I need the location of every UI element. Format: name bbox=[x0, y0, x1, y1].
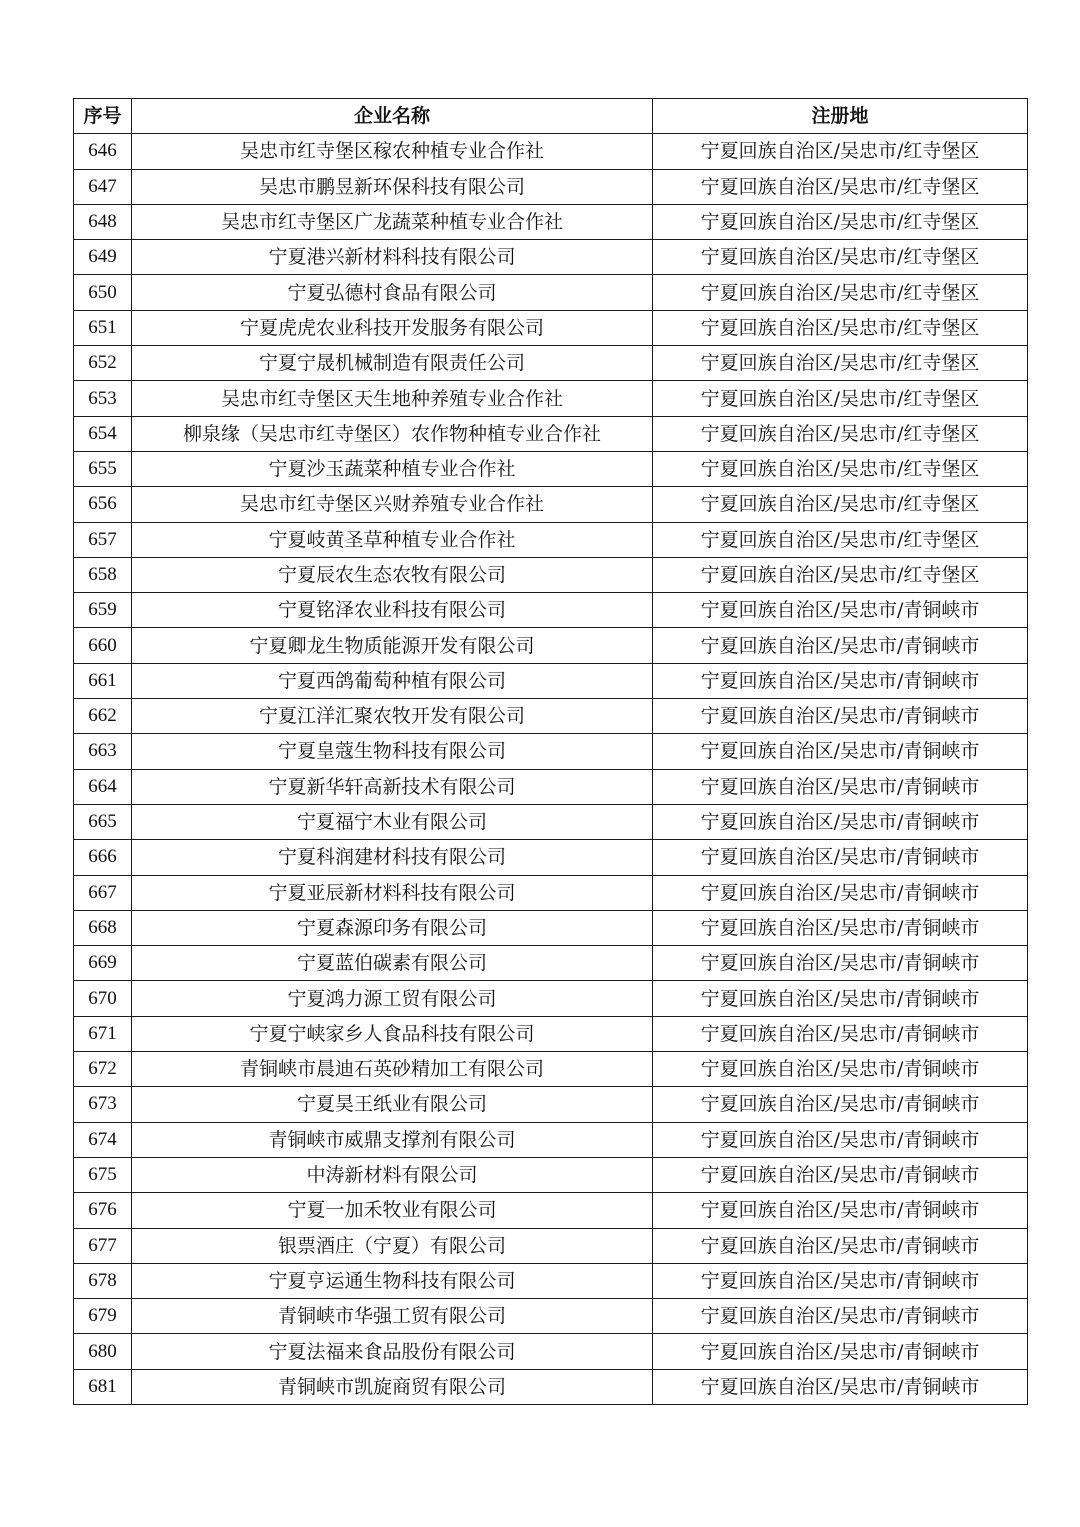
table-row bbox=[74, 1369, 1028, 1404]
registration-place-cell: 宁夏回族自治区/吴忠市/红寺堡区 bbox=[653, 522, 1028, 557]
registration-place-cell: 宁夏回族自治区/吴忠市/红寺堡区 bbox=[653, 381, 1028, 416]
serial-number-cell: 681 bbox=[74, 1369, 132, 1404]
table-row bbox=[74, 769, 1028, 804]
enterprise-name-cell: 宁夏卿龙生物质能源开发有限公司 bbox=[132, 628, 653, 663]
registration-place-cell: 宁夏回族自治区/吴忠市/青铜峡市 bbox=[653, 875, 1028, 910]
enterprise-name-cell: 青铜峡市华强工贸有限公司 bbox=[132, 1299, 653, 1334]
registration-place-cell: 宁夏回族自治区/吴忠市/青铜峡市 bbox=[653, 910, 1028, 945]
table-row bbox=[74, 134, 1028, 169]
table-row bbox=[74, 1052, 1028, 1087]
table-row bbox=[74, 557, 1028, 592]
table-row bbox=[74, 1193, 1028, 1228]
enterprise-name-cell: 宁夏蓝伯碳素有限公司 bbox=[132, 946, 653, 981]
table-row bbox=[74, 275, 1028, 310]
table-row bbox=[74, 240, 1028, 275]
serial-number-cell: 680 bbox=[74, 1334, 132, 1369]
serial-number-cell: 647 bbox=[74, 169, 132, 204]
table-row bbox=[74, 522, 1028, 557]
enterprise-name-cell: 吴忠市鹏昱新环保科技有限公司 bbox=[132, 169, 653, 204]
registration-place-cell: 宁夏回族自治区/吴忠市/青铜峡市 bbox=[653, 663, 1028, 698]
registration-place-cell: 宁夏回族自治区/吴忠市/青铜峡市 bbox=[653, 1369, 1028, 1404]
enterprise-name-cell: 青铜峡市凯旋商贸有限公司 bbox=[132, 1369, 653, 1404]
enterprise-name-cell: 吴忠市红寺堡区天生地种养殖专业合作社 bbox=[132, 381, 653, 416]
registration-place-cell: 宁夏回族自治区/吴忠市/红寺堡区 bbox=[653, 346, 1028, 381]
serial-number-cell: 656 bbox=[74, 487, 132, 522]
table-row bbox=[74, 628, 1028, 663]
enterprise-name-cell: 宁夏皇蔻生物科技有限公司 bbox=[132, 734, 653, 769]
serial-number-cell: 660 bbox=[74, 628, 132, 663]
table-row bbox=[74, 346, 1028, 381]
serial-number-cell: 664 bbox=[74, 769, 132, 804]
enterprise-name-cell: 宁夏新华轩高新技术有限公司 bbox=[132, 769, 653, 804]
table-row bbox=[74, 1087, 1028, 1122]
registration-place-cell: 宁夏回族自治区/吴忠市/青铜峡市 bbox=[653, 840, 1028, 875]
registration-place-cell: 宁夏回族自治区/吴忠市/红寺堡区 bbox=[653, 557, 1028, 592]
enterprise-name-cell: 宁夏弘德村食品有限公司 bbox=[132, 275, 653, 310]
table-row bbox=[74, 1299, 1028, 1334]
enterprise-name-cell: 银票酒庄（宁夏）有限公司 bbox=[132, 1228, 653, 1263]
table-row bbox=[74, 204, 1028, 239]
serial-number-cell: 668 bbox=[74, 910, 132, 945]
serial-number-cell: 653 bbox=[74, 381, 132, 416]
registration-place-cell: 宁夏回族自治区/吴忠市/青铜峡市 bbox=[653, 1228, 1028, 1263]
registration-place-cell: 宁夏回族自治区/吴忠市/青铜峡市 bbox=[653, 769, 1028, 804]
table-row bbox=[74, 487, 1028, 522]
registration-place-cell: 宁夏回族自治区/吴忠市/红寺堡区 bbox=[653, 204, 1028, 239]
serial-number-cell: 666 bbox=[74, 840, 132, 875]
enterprise-name-cell: 青铜峡市威鼎支撑剂有限公司 bbox=[132, 1122, 653, 1157]
table-row bbox=[74, 981, 1028, 1016]
enterprise-name-cell: 宁夏虎虎农业科技开发服务有限公司 bbox=[132, 310, 653, 345]
registration-place-cell: 宁夏回族自治区/吴忠市/青铜峡市 bbox=[653, 593, 1028, 628]
enterprise-name-cell: 宁夏铭泽农业科技有限公司 bbox=[132, 593, 653, 628]
registration-place-cell: 宁夏回族自治区/吴忠市/青铜峡市 bbox=[653, 1157, 1028, 1192]
enterprise-name-cell: 宁夏宁晟机械制造有限责任公司 bbox=[132, 346, 653, 381]
table-row bbox=[74, 310, 1028, 345]
registration-place-cell: 宁夏回族自治区/吴忠市/红寺堡区 bbox=[653, 310, 1028, 345]
enterprise-name-cell: 青铜峡市晨迪石英砂精加工有限公司 bbox=[132, 1052, 653, 1087]
registration-place-cell: 宁夏回族自治区/吴忠市/青铜峡市 bbox=[653, 1016, 1028, 1051]
serial-number-cell: 676 bbox=[74, 1193, 132, 1228]
table-row bbox=[74, 910, 1028, 945]
enterprise-name-cell: 吴忠市红寺堡区稼农种植专业合作社 bbox=[132, 134, 653, 169]
registration-place-cell: 宁夏回族自治区/吴忠市/红寺堡区 bbox=[653, 451, 1028, 486]
serial-number-cell: 648 bbox=[74, 204, 132, 239]
serial-number-cell: 651 bbox=[74, 310, 132, 345]
enterprise-name-cell: 中涛新材料有限公司 bbox=[132, 1157, 653, 1192]
serial-number-cell: 650 bbox=[74, 275, 132, 310]
registration-place-cell: 宁夏回族自治区/吴忠市/红寺堡区 bbox=[653, 134, 1028, 169]
serial-number-cell: 665 bbox=[74, 804, 132, 839]
serial-number-cell: 679 bbox=[74, 1299, 132, 1334]
header-row bbox=[74, 99, 1028, 134]
serial-number-cell: 649 bbox=[74, 240, 132, 275]
serial-number-cell: 670 bbox=[74, 981, 132, 1016]
table-row bbox=[74, 804, 1028, 839]
table-row bbox=[74, 593, 1028, 628]
table-row bbox=[74, 169, 1028, 204]
enterprise-name-cell: 宁夏沙玉蔬菜种植专业合作社 bbox=[132, 451, 653, 486]
registration-place-cell: 宁夏回族自治区/吴忠市/青铜峡市 bbox=[653, 804, 1028, 839]
enterprise-name-cell: 宁夏福宁木业有限公司 bbox=[132, 804, 653, 839]
serial-number-cell: 662 bbox=[74, 699, 132, 734]
registration-place-cell: 宁夏回族自治区/吴忠市/红寺堡区 bbox=[653, 240, 1028, 275]
serial-number-cell: 659 bbox=[74, 593, 132, 628]
serial-number-cell: 658 bbox=[74, 557, 132, 592]
enterprise-name-cell: 宁夏西鸽葡萄种植有限公司 bbox=[132, 663, 653, 698]
registration-place-cell: 宁夏回族自治区/吴忠市/青铜峡市 bbox=[653, 628, 1028, 663]
registration-place-cell: 宁夏回族自治区/吴忠市/青铜峡市 bbox=[653, 1334, 1028, 1369]
table-row bbox=[74, 381, 1028, 416]
enterprise-table bbox=[73, 98, 1028, 1405]
table-row bbox=[74, 734, 1028, 769]
header-serial-number: 序号 bbox=[74, 99, 132, 134]
enterprise-name-cell: 宁夏辰农生态农牧有限公司 bbox=[132, 557, 653, 592]
registration-place-cell: 宁夏回族自治区/吴忠市/青铜峡市 bbox=[653, 1052, 1028, 1087]
registration-place-cell: 宁夏回族自治区/吴忠市/青铜峡市 bbox=[653, 1087, 1028, 1122]
serial-number-cell: 657 bbox=[74, 522, 132, 557]
enterprise-name-cell: 宁夏江洋汇聚农牧开发有限公司 bbox=[132, 699, 653, 734]
serial-number-cell: 675 bbox=[74, 1157, 132, 1192]
header-enterprise-name: 企业名称 bbox=[132, 99, 653, 134]
registration-place-cell: 宁夏回族自治区/吴忠市/青铜峡市 bbox=[653, 1263, 1028, 1298]
serial-number-cell: 673 bbox=[74, 1087, 132, 1122]
table-row bbox=[74, 1334, 1028, 1369]
registration-place-cell: 宁夏回族自治区/吴忠市/红寺堡区 bbox=[653, 169, 1028, 204]
table-row bbox=[74, 451, 1028, 486]
serial-number-cell: 677 bbox=[74, 1228, 132, 1263]
table-row bbox=[74, 1016, 1028, 1051]
serial-number-cell: 669 bbox=[74, 946, 132, 981]
header-registration-place: 注册地 bbox=[653, 99, 1028, 134]
serial-number-cell: 646 bbox=[74, 134, 132, 169]
enterprise-name-cell: 宁夏亨运通生物科技有限公司 bbox=[132, 1263, 653, 1298]
registration-place-cell: 宁夏回族自治区/吴忠市/青铜峡市 bbox=[653, 1299, 1028, 1334]
serial-number-cell: 667 bbox=[74, 875, 132, 910]
enterprise-name-cell: 宁夏科润建材科技有限公司 bbox=[132, 840, 653, 875]
table-header bbox=[74, 99, 1028, 134]
table-row bbox=[74, 663, 1028, 698]
serial-number-cell: 671 bbox=[74, 1016, 132, 1051]
enterprise-name-cell: 柳泉缘（吴忠市红寺堡区）农作物种植专业合作社 bbox=[132, 416, 653, 451]
table-row bbox=[74, 699, 1028, 734]
enterprise-name-cell: 吴忠市红寺堡区兴财养殖专业合作社 bbox=[132, 487, 653, 522]
enterprise-name-cell: 宁夏宁峡家乡人食品科技有限公司 bbox=[132, 1016, 653, 1051]
registration-place-cell: 宁夏回族自治区/吴忠市/青铜峡市 bbox=[653, 946, 1028, 981]
registration-place-cell: 宁夏回族自治区/吴忠市/红寺堡区 bbox=[653, 487, 1028, 522]
enterprise-name-cell: 宁夏昊王纸业有限公司 bbox=[132, 1087, 653, 1122]
registration-place-cell: 宁夏回族自治区/吴忠市/青铜峡市 bbox=[653, 1193, 1028, 1228]
enterprise-name-cell: 宁夏一加禾牧业有限公司 bbox=[132, 1193, 653, 1228]
registration-place-cell: 宁夏回族自治区/吴忠市/红寺堡区 bbox=[653, 416, 1028, 451]
registration-place-cell: 宁夏回族自治区/吴忠市/红寺堡区 bbox=[653, 275, 1028, 310]
serial-number-cell: 678 bbox=[74, 1263, 132, 1298]
table-row bbox=[74, 875, 1028, 910]
registration-place-cell: 宁夏回族自治区/吴忠市/青铜峡市 bbox=[653, 699, 1028, 734]
serial-number-cell: 652 bbox=[74, 346, 132, 381]
enterprise-name-cell: 宁夏森源印务有限公司 bbox=[132, 910, 653, 945]
table-row bbox=[74, 1122, 1028, 1157]
registration-place-cell: 宁夏回族自治区/吴忠市/青铜峡市 bbox=[653, 981, 1028, 1016]
serial-number-cell: 655 bbox=[74, 451, 132, 486]
serial-number-cell: 661 bbox=[74, 663, 132, 698]
table-row bbox=[74, 1228, 1028, 1263]
serial-number-cell: 674 bbox=[74, 1122, 132, 1157]
table-row bbox=[74, 1157, 1028, 1192]
serial-number-cell: 663 bbox=[74, 734, 132, 769]
serial-number-cell: 654 bbox=[74, 416, 132, 451]
table-row bbox=[74, 1263, 1028, 1298]
enterprise-name-cell: 宁夏法福来食品股份有限公司 bbox=[132, 1334, 653, 1369]
enterprise-name-cell: 宁夏亚辰新材料科技有限公司 bbox=[132, 875, 653, 910]
registration-place-cell: 宁夏回族自治区/吴忠市/青铜峡市 bbox=[653, 734, 1028, 769]
table-row bbox=[74, 416, 1028, 451]
enterprise-name-cell: 宁夏港兴新材料科技有限公司 bbox=[132, 240, 653, 275]
registration-place-cell: 宁夏回族自治区/吴忠市/青铜峡市 bbox=[653, 1122, 1028, 1157]
enterprise-name-cell: 吴忠市红寺堡区广龙蔬菜种植专业合作社 bbox=[132, 204, 653, 239]
table-body bbox=[74, 134, 1028, 1405]
table-row bbox=[74, 946, 1028, 981]
table-row bbox=[74, 840, 1028, 875]
enterprise-name-cell: 宁夏鸿力源工贸有限公司 bbox=[132, 981, 653, 1016]
serial-number-cell: 672 bbox=[74, 1052, 132, 1087]
enterprise-name-cell: 宁夏岐黄圣草种植专业合作社 bbox=[132, 522, 653, 557]
